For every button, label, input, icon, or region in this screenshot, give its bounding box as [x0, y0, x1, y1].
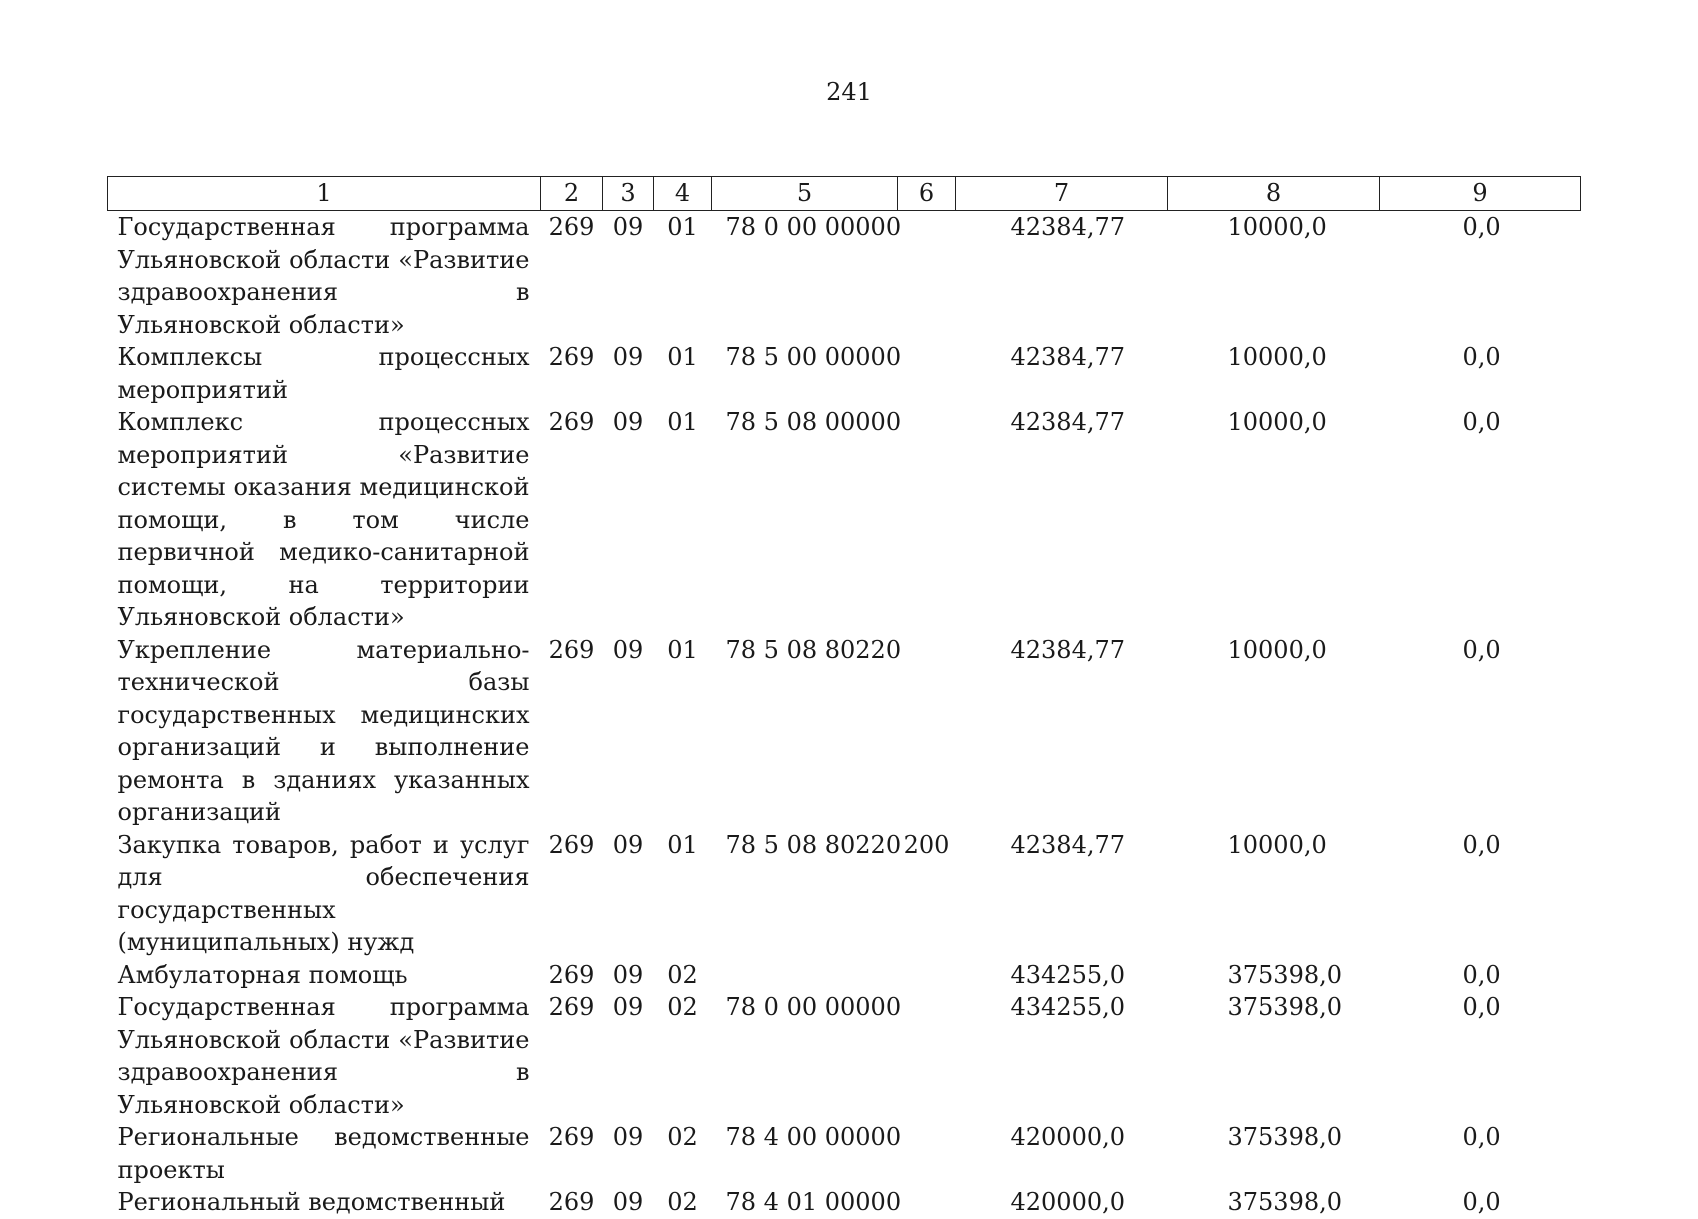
target-article-code: 78 4 00 00000 — [725, 1123, 902, 1151]
subsection-code: 01 — [667, 830, 698, 859]
section-code: 09 — [612, 1123, 644, 1151]
ministry-code: 269 — [548, 960, 595, 989]
target-article-code: 78 5 08 00000 — [725, 408, 902, 436]
ministry-code: 269 — [548, 408, 595, 436]
ministry-code: 269 — [548, 993, 595, 1021]
subsection-code: 01 — [667, 343, 698, 371]
column-header-1: 1 — [108, 177, 541, 211]
amount-col-8: 10000,0 — [1227, 408, 1327, 436]
column-header-6: 6 — [898, 177, 956, 211]
amount-col-7: 42384,77 — [1010, 635, 1126, 664]
amount-col-9: 0,0 — [1462, 635, 1501, 664]
amount-col-8: 10000,0 — [1227, 830, 1327, 859]
item-name: Комплекс процессных мероприятий «Развитие системы оказания медицинской помощи, в том числе первичной медико-санитарной помощи, на территории Ульяновской области» — [117, 408, 530, 631]
amount-col-7: 42384,77 — [1010, 830, 1126, 859]
column-header-2: 2 — [541, 177, 603, 211]
column-header-7: 7 — [956, 177, 1168, 211]
amount-col-9: 0,0 — [1462, 408, 1501, 436]
column-header-9: 9 — [1380, 177, 1581, 211]
column-header-8: 8 — [1168, 177, 1380, 211]
subsection-code: 01 — [667, 408, 698, 436]
subsection-code: 01 — [667, 635, 698, 664]
section-code: 09 — [612, 213, 644, 241]
table-header — [108, 177, 1581, 211]
expense-type-code — [898, 1121, 956, 1186]
amount-col-7: 434255,0 — [1010, 993, 1126, 1021]
amount-col-8: 375398,0 — [1227, 960, 1343, 989]
amount-col-8: 375398,0 — [1227, 993, 1343, 1021]
amount-col-7: 42384,77 — [1010, 213, 1126, 241]
ministry-code: 269 — [548, 343, 595, 371]
amount-col-7: 434255,0 — [1010, 960, 1126, 989]
column-header-5: 5 — [712, 177, 898, 211]
table-row — [108, 406, 1581, 634]
item-name: Региональные ведомственные проекты — [117, 1123, 530, 1184]
target-article-code: 78 5 00 00000 — [725, 343, 902, 371]
table-row — [108, 211, 1581, 342]
item-name: Государственная программа Ульяновской области «Развитие здравоохранения в Ульяновской области» — [117, 993, 530, 1119]
amount-col-8: 375398,0 — [1227, 1188, 1343, 1216]
ministry-code: 269 — [548, 213, 595, 241]
table-row — [108, 991, 1581, 1121]
ministry-code: 269 — [548, 830, 595, 859]
expense-type-code — [898, 341, 956, 406]
amount-col-8: 10000,0 — [1227, 635, 1327, 664]
table-row — [108, 1186, 1581, 1219]
item-name: Государственная программа Ульяновской области «Развитие здравоохранения в Ульяновской области» — [117, 213, 530, 339]
ministry-code: 269 — [548, 1123, 595, 1151]
amount-col-9: 0,0 — [1462, 960, 1501, 989]
amount-col-9: 0,0 — [1462, 343, 1501, 371]
amount-col-7: 42384,77 — [1010, 408, 1126, 436]
ministry-code: 269 — [548, 1188, 595, 1216]
amount-col-7: 420000,0 — [1010, 1188, 1126, 1216]
item-name: Региональный ведомственный — [117, 1188, 506, 1216]
section-code: 09 — [612, 1188, 644, 1216]
section-code: 09 — [612, 408, 644, 436]
subsection-code: 02 — [667, 993, 698, 1021]
column-header-4: 4 — [654, 177, 712, 211]
item-name: Укрепление материально-технической базы государственных медицинских организаций и выполнение ремонта в зданиях указанных организаций — [117, 635, 530, 826]
target-article-code: 78 0 00 00000 — [725, 993, 902, 1021]
target-article-code: 78 0 00 00000 — [725, 213, 902, 241]
target-article-code — [712, 959, 898, 992]
amount-col-7: 420000,0 — [1010, 1123, 1126, 1151]
target-article-code: 78 5 08 80220 — [725, 830, 902, 859]
subsection-code: 02 — [667, 1188, 698, 1216]
item-name: Комплексы процессных мероприятий — [117, 343, 530, 404]
expense-type-code — [898, 211, 956, 342]
section-code: 09 — [612, 960, 644, 989]
amount-col-7: 42384,77 — [1010, 343, 1126, 371]
section-code: 09 — [612, 343, 644, 371]
section-code: 09 — [612, 635, 644, 664]
amount-col-8: 10000,0 — [1227, 343, 1327, 371]
table-row — [108, 1121, 1581, 1186]
section-code: 09 — [612, 830, 644, 859]
amount-col-8: 10000,0 — [1227, 213, 1327, 241]
table-row — [108, 341, 1581, 406]
ministry-code: 269 — [548, 635, 595, 664]
amount-col-8: 375398,0 — [1227, 1123, 1343, 1151]
amount-col-9: 0,0 — [1462, 993, 1501, 1021]
expense-type-code: 200 — [903, 830, 950, 859]
section-code: 09 — [612, 993, 644, 1021]
amount-col-9: 0,0 — [1462, 830, 1501, 859]
amount-col-9: 0,0 — [1462, 1188, 1501, 1216]
expense-type-code — [898, 959, 956, 992]
table-row — [108, 829, 1581, 959]
amount-col-9: 0,0 — [1462, 213, 1501, 241]
table-row — [108, 959, 1581, 992]
table-body — [108, 211, 1581, 1219]
page-number: 241 — [826, 78, 872, 106]
item-name: Амбулаторная помощь — [117, 960, 408, 989]
expense-type-code — [898, 406, 956, 634]
expense-type-code — [898, 991, 956, 1121]
amount-col-9: 0,0 — [1462, 1123, 1501, 1151]
budget-table — [107, 176, 1581, 1219]
header-row — [108, 177, 1581, 211]
subsection-code: 02 — [667, 960, 698, 989]
subsection-code: 02 — [667, 1123, 698, 1151]
expense-type-code — [898, 1186, 956, 1219]
item-name: Закупка товаров, работ и услуг для обеспечения государственных (муниципальных) нужд — [117, 830, 530, 956]
target-article-code: 78 5 08 80220 — [725, 635, 902, 664]
table-row — [108, 634, 1581, 829]
subsection-code: 01 — [667, 213, 698, 241]
expense-type-code — [898, 634, 956, 829]
column-header-3: 3 — [603, 177, 654, 211]
target-article-code: 78 4 01 00000 — [725, 1188, 902, 1216]
